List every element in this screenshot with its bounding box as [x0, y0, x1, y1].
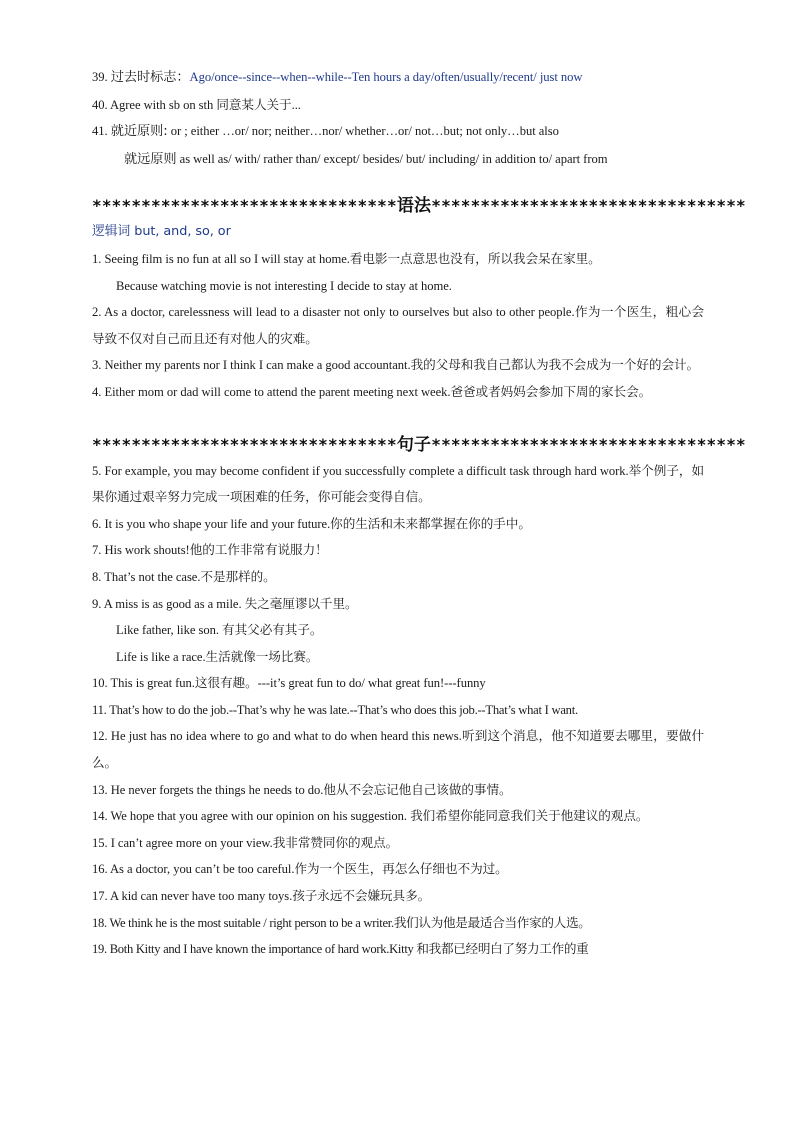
list-item: 7. His work shouts!他的工作非常有说服力！ — [92, 543, 328, 558]
divider-stars: ******************************** — [431, 196, 746, 216]
section-title: 语法 — [396, 196, 432, 217]
divider-stars: ******************************* — [92, 434, 397, 454]
list-item: 14. We hope that you agree with our opinion on his suggestion. 我们希望你能同意我们关于他建议的观点。 — [92, 809, 649, 824]
list-item: 12. He just has no idea where to go and what to do when heard this news.听到这个消息，他不知道要去哪里，要做什么。 — [92, 729, 704, 771]
note-text: as well as/ with/ rather than/ except/ besides/ but/ including/ in addition to/ apart from — [179, 151, 608, 166]
note-number: 41. — [92, 124, 108, 139]
spacer — [92, 173, 704, 193]
section-title: 句子 — [396, 434, 432, 455]
note-label: 就近原则: — [110, 124, 168, 140]
list-item: 11. That’s how to do the job.--That’s why he was late.--That’s who does this job.--That’s what I want. — [92, 702, 578, 717]
list-item: 19. Both Kitty and I have known the importance of hard work.Kitty 和我都已经明白了努力工作的重 — [92, 942, 589, 957]
grammar-subtitle: 逻辑词 but, and, so, or — [92, 224, 231, 240]
list-item: 8. That’s not the case.不是那样的。 — [92, 569, 276, 584]
document-page — [92, 64, 746, 963]
section-divider-sentences — [92, 432, 746, 458]
list-item: 13. He never forgets the things he needs to do.他从不会忘记他自己该做的事情。 — [92, 782, 512, 797]
list-item: 9. A miss is as good as a mile. 失之毫厘谬以千里。 — [92, 596, 358, 611]
list-item: 10. This is great fun.这很有趣。---it’s great fun to do/ what great fun!---funny — [92, 676, 486, 691]
note-label: 就远原则 — [124, 151, 177, 167]
list-item: 16. As a doctor, you can’t be too careful.作为一个医生，再怎么仔细也不为过。 — [92, 862, 508, 877]
list-item: Because watching movie is not interesting I decide to stay at home. — [116, 278, 452, 293]
list-item: 18. We think he is the most suitable / right person to be a writer.我们认为他是最适合当作家的人选。 — [92, 915, 591, 930]
list-item: 4. Either mom or dad will come to attend the parent meeting next week.爸爸或者妈妈会参加下周的家长会。 — [92, 384, 652, 399]
list-item: 1. Seeing film is no fun at all so I will stay at home.看电影一点意思也没有，所以我会呆在家里。 — [92, 251, 601, 266]
list-item: Life is like a race.生活就像一场比赛。 — [116, 649, 319, 664]
note-label: 过去时标志： — [110, 70, 190, 85]
note-41b — [92, 146, 704, 174]
list-item: Like father, like son. 有其父必有其子。 — [116, 623, 323, 638]
list-item: 15. I can’t agree more on your view.我非常赞同你的观点。 — [92, 835, 399, 850]
note-40: 40. Agree with sb on sth 同意某人关于... — [92, 97, 301, 112]
section-divider-grammar — [92, 193, 746, 219]
note-text: Ago/once--since--when--while--Ten hours a day/often/usually/recent/ just now — [189, 70, 583, 84]
list-item: 17. A kid can never have too many toys.孩子永远不会嫌玩具多。 — [92, 889, 431, 904]
list-item: 3. Neither my parents nor I think I can make a good accountant.我的父母和我自己都认为我不会成为一个好的会计。 — [92, 358, 700, 373]
spacer — [92, 406, 704, 432]
note-number: 39. — [92, 70, 108, 84]
list-item: 2. As a doctor, carelessness will lead to a disaster not only to ourselves but also to other people.作为一个医生，粗心会导致不仅对自己而且还有对他人的灾难。 — [92, 305, 704, 346]
note-text: or ; either …or/ nor; neither…nor/ whether…or/ not…but; not only…but also — [170, 124, 559, 139]
note-39 — [92, 64, 704, 92]
note-41 — [92, 118, 704, 146]
list-item: 6. It is you who shape your life and your future.你的生活和未来都掌握在你的手中。 — [92, 516, 531, 531]
divider-stars: ******************************* — [92, 196, 397, 216]
divider-stars: ******************************** — [431, 434, 746, 454]
list-item: 5. For example, you may become confident if you successfully complete a difficult task through hard work.举个例子，如果你通过艰辛努力完成一项困难的任务，你可能会变得自信。 — [92, 463, 704, 505]
